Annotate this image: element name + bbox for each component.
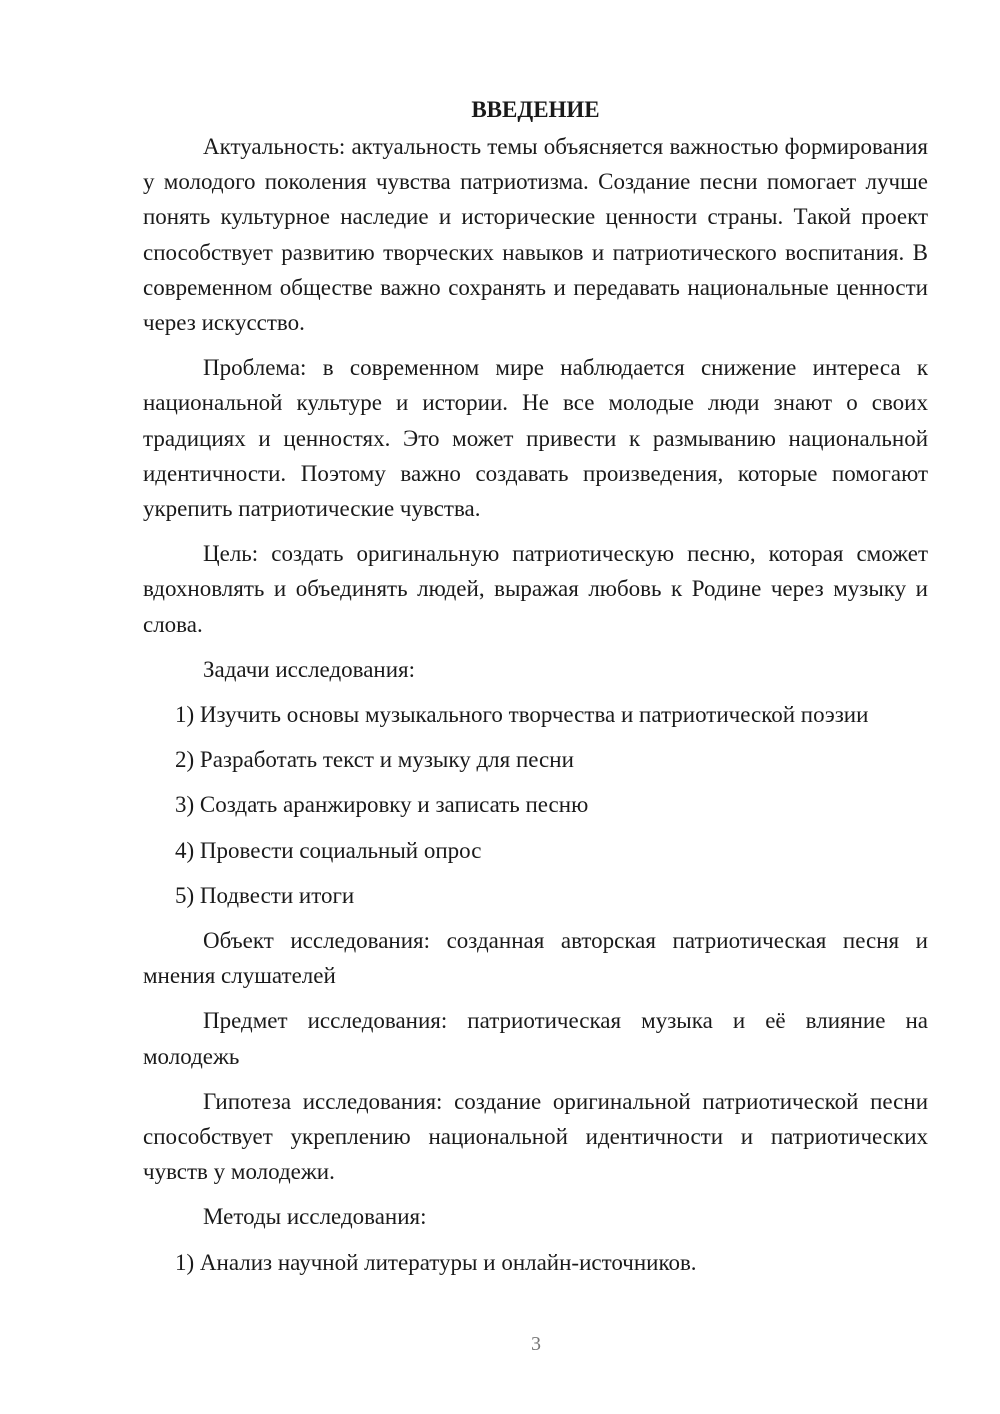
paragraph-goal: Цель: создать оригинальную патриотическую песню, которая сможет вдохновлять и объединять людей, выражая любовь к Родине через музыку и слова. — [143, 541, 928, 637]
paragraph-relevance: Актуальность: актуальность темы объясняется важностью формирования у молодого поколения чувства патриотизма. Создание песни помогает лучше понять культурное наследие и исторические ценности страны. Такой проект способствует развитию творческих навыков и патриотического воспитания. В современном обществе важно сохранять и передавать национальные ценности через искусство. — [143, 134, 928, 336]
page-content — [143, 92, 928, 1290]
methods-title: Методы исследования: — [203, 1204, 427, 1230]
list-item: 4) Провести социальный опрос — [175, 837, 482, 863]
list-item: 5) Подвести итоги — [175, 882, 355, 908]
page-number: 3 — [531, 1333, 541, 1355]
paragraph-hypothesis: Гипотеза исследования: создание оригинальной патриотической песни способствует укреплению национальной идентичности и патриотических чувств у молодежи. — [143, 1088, 928, 1185]
tasks-list — [143, 697, 928, 913]
paragraph-object: Объект исследования: созданная авторская патриотическая песня и мнения слушателей — [143, 928, 928, 989]
methods-list — [143, 1245, 928, 1280]
paragraph-subject: Предмет исследования: патриотическая музыка и её влияние на молодежь — [143, 1008, 928, 1069]
list-item: 1) Анализ научной литературы и онлайн-источников. — [175, 1249, 697, 1275]
list-item: 1) Изучить основы музыкального творчества и патриотической поэзии — [175, 702, 869, 728]
paragraph-problem: Проблема: в современном мире наблюдается снижение интереса к национальной культуре и истории. Не все молодые люди знают о своих традициях и ценностях. Это может привести к размыванию национальной идентичности. Поэтому важно создавать произведения, которые помогают укрепить патриотические чувства. — [143, 355, 928, 522]
list-item: 2) Разработать текст и музыку для песни — [175, 747, 574, 773]
tasks-title: Задачи исследования: — [203, 656, 416, 682]
page-heading: ВВЕДЕНИЕ — [471, 97, 600, 122]
list-item: 3) Создать аранжировку и записать песню — [175, 792, 589, 818]
